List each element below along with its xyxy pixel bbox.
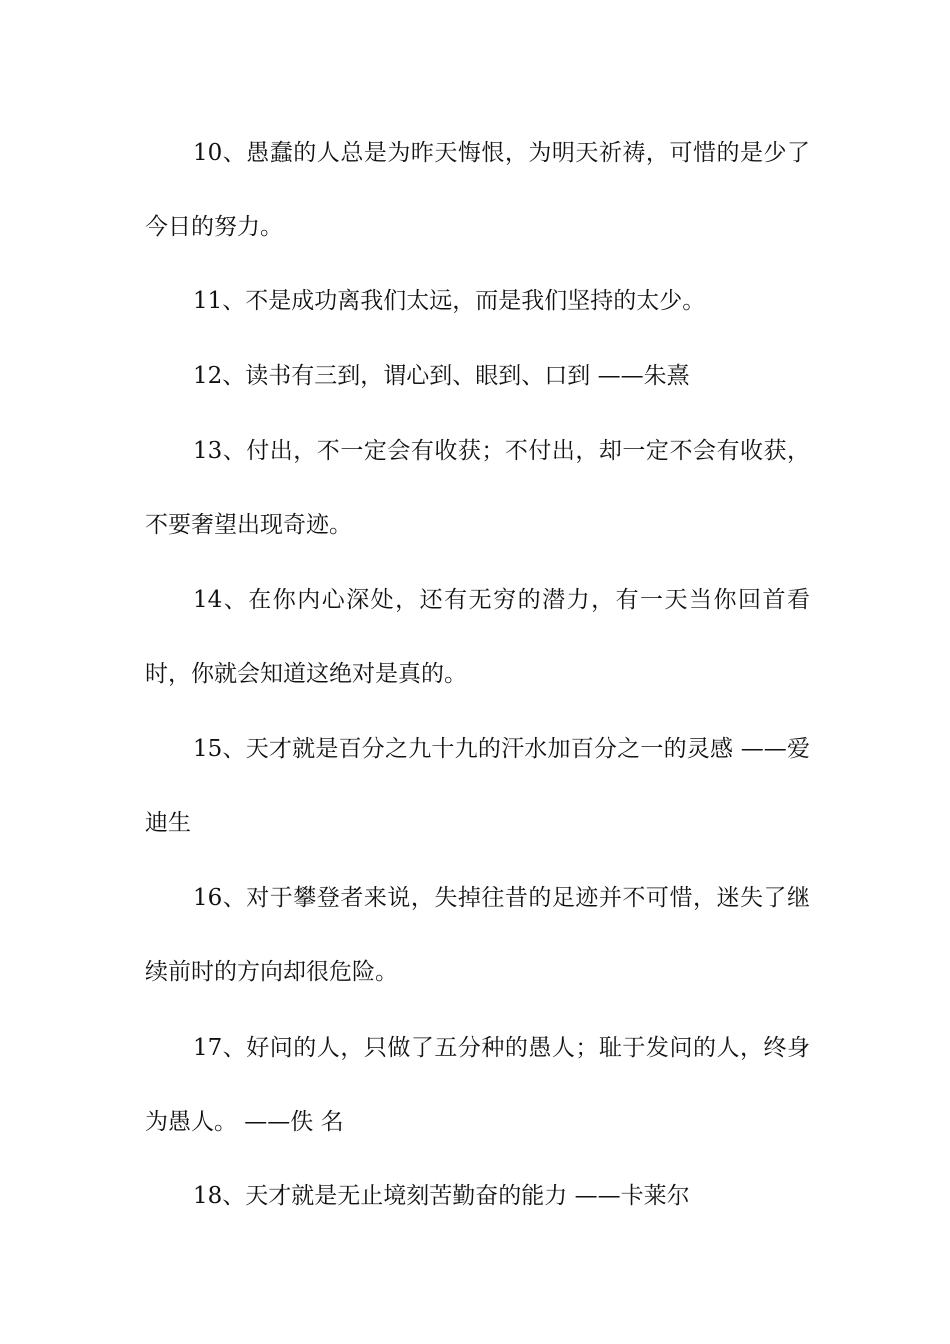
quote-17: 17、好问的人，只做了五分种的愚人；耻于发问的人，终身为愚人。 ——佚 名 — [145, 1035, 810, 1135]
quote-12: 12、读书有三到，谓心到、眼到、口到 ——朱熹 — [193, 363, 690, 389]
quote-18: 18、天才就是无止境刻苦勤奋的能力 ——卡莱尔 — [193, 1183, 690, 1209]
quote-13: 13、付出，不一定会有收获；不付出，却一定不会有收获，不要奢望出现奇迹。 — [145, 438, 810, 538]
quote-14: 14、在你内心深处，还有无穷的潜力，有一天当你回首看时，你就会知道这绝对是真的。 — [145, 587, 810, 687]
quote-10: 10、愚蠢的人总是为昨天悔恨，为明天祈祷，可惜的是少了今日的努力。 — [145, 140, 810, 240]
quote-11: 11、不是成功离我们太远，而是我们坚持的太少。 — [193, 288, 706, 314]
quote-16: 16、对于攀登者来说，失掉往昔的足迹并不可惜，迷失了继续前时的方向却很危险。 — [145, 885, 810, 985]
quote-15: 15、天才就是百分之九十九的汗水加百分之一的灵感 ——爱迪生 — [145, 736, 810, 836]
